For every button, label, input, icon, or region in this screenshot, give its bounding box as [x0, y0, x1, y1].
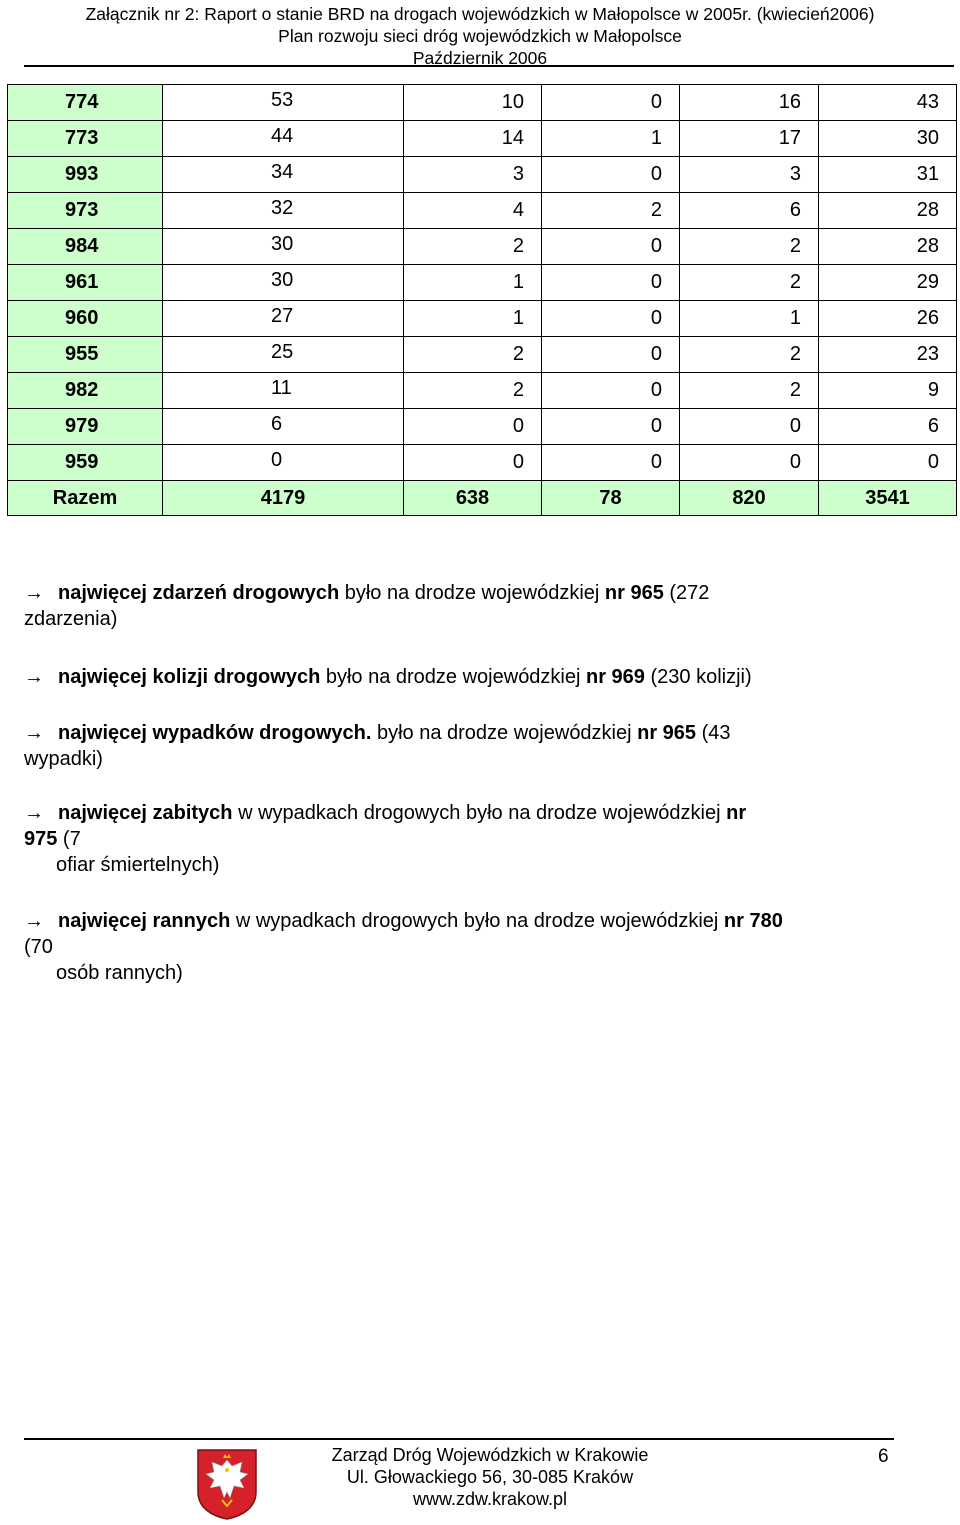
table-body	[8, 85, 957, 516]
value-cell: 0	[680, 409, 819, 445]
value-cell: 29	[819, 265, 957, 301]
bullet-bold: najwięcej rannych	[58, 910, 231, 932]
value-cell: 30	[163, 265, 404, 301]
value-cell: 1	[404, 265, 542, 301]
table-row	[8, 193, 957, 229]
table-row	[8, 337, 957, 373]
bullet-continuation: osób rannych)	[56, 962, 183, 984]
value-cell: 2	[680, 337, 819, 373]
road-number-cell: 982	[8, 373, 163, 409]
arrow-icon: →	[24, 910, 44, 932]
total-value: 638	[404, 481, 542, 516]
arrow-icon: →	[24, 802, 44, 824]
table-row	[8, 157, 957, 193]
bullet-text: było na drodze wojewódzkiej	[371, 722, 638, 744]
arrow-icon: →	[24, 666, 44, 688]
value-cell: 28	[819, 193, 957, 229]
value-cell: 25	[163, 337, 404, 373]
value-cell: 1	[404, 301, 542, 337]
footer-website: www.zdw.krakow.pl	[412, 1489, 568, 1509]
road-number-cell: 961	[8, 265, 163, 301]
value-cell: 0	[680, 445, 819, 481]
page-number: 6	[878, 1446, 889, 1467]
arrow-icon: →	[24, 582, 44, 604]
bullet-count: (272	[663, 582, 710, 604]
table-row	[8, 301, 957, 337]
road-number-cell: 979	[8, 409, 163, 445]
value-cell: 0	[542, 337, 680, 373]
road-statistics-table	[7, 84, 957, 516]
value-cell: 2	[404, 229, 542, 265]
header-divider	[24, 65, 954, 67]
table-row	[8, 265, 957, 301]
header-date: Październik 2006	[412, 48, 548, 68]
value-cell: 0	[542, 301, 680, 337]
value-cell: 30	[819, 121, 957, 157]
value-cell: 31	[819, 157, 957, 193]
bullet-road: nr 780	[723, 910, 783, 932]
road-number-cell: 955	[8, 337, 163, 373]
table-row	[8, 229, 957, 265]
value-cell: 0	[819, 445, 957, 481]
bullet-count: (70	[24, 936, 53, 958]
footer-organization: Zarząd Dróg Wojewódzkich w Krakowie	[331, 1445, 649, 1465]
value-cell: 2	[404, 337, 542, 373]
road-number-cell: 973	[8, 193, 163, 229]
bullet-bold: najwięcej zdarzeń drogowych	[58, 582, 340, 604]
value-cell: 2	[680, 265, 819, 301]
value-cell: 10	[404, 85, 542, 121]
bullet-count: (7	[57, 828, 81, 850]
bullet-count: (230 kolizji)	[644, 666, 752, 688]
total-row	[8, 481, 957, 516]
bullet-road-number: 975	[24, 828, 58, 850]
bullet-most-events	[24, 580, 894, 632]
value-cell: 2	[542, 193, 680, 229]
table-row	[8, 85, 957, 121]
value-cell: 0	[542, 445, 680, 481]
bullet-text: w wypadkach drogowych było na drodze wojewódzkiej	[232, 802, 727, 824]
total-value: 4179	[163, 481, 404, 516]
value-cell: 0	[404, 445, 542, 481]
value-cell: 0	[542, 409, 680, 445]
value-cell: 1	[542, 121, 680, 157]
total-value: 3541	[819, 481, 957, 516]
value-cell: 23	[819, 337, 957, 373]
value-cell: 14	[404, 121, 542, 157]
value-cell: 2	[680, 229, 819, 265]
bullet-road: nr	[726, 802, 747, 824]
arrow-icon: →	[24, 722, 44, 744]
value-cell: 0	[542, 157, 680, 193]
value-cell: 0	[542, 373, 680, 409]
value-cell: 0	[542, 85, 680, 121]
value-cell: 43	[819, 85, 957, 121]
bullet-road: nr 965	[604, 582, 664, 604]
footer-divider	[24, 1438, 894, 1440]
header-subtitle: Plan rozwoju sieci dróg wojewódzkich w Małopolsce	[278, 26, 682, 46]
bullet-text: w wypadkach drogowych było na drodze wojewódzkiej	[230, 910, 724, 932]
value-cell: 27	[163, 301, 404, 337]
total-value: 820	[680, 481, 819, 516]
bullet-road: nr 965	[637, 722, 697, 744]
value-cell: 26	[819, 301, 957, 337]
value-cell: 16	[680, 85, 819, 121]
value-cell: 34	[163, 157, 404, 193]
value-cell: 53	[163, 85, 404, 121]
value-cell: 0	[404, 409, 542, 445]
value-cell: 6	[819, 409, 957, 445]
road-number-cell: 984	[8, 229, 163, 265]
value-cell: 2	[404, 373, 542, 409]
value-cell: 0	[542, 229, 680, 265]
bullet-most-accidents	[24, 720, 894, 772]
road-number-cell: 993	[8, 157, 163, 193]
value-cell: 9	[819, 373, 957, 409]
table-row	[8, 409, 957, 445]
road-number-cell: 774	[8, 85, 163, 121]
value-cell: 44	[163, 121, 404, 157]
bullet-text: było na drodze wojewódzkiej	[339, 582, 605, 604]
value-cell: 3	[680, 157, 819, 193]
table-row	[8, 373, 957, 409]
bullet-bold: najwięcej zabitych	[58, 802, 233, 824]
value-cell: 6	[680, 193, 819, 229]
road-number-cell: 960	[8, 301, 163, 337]
value-cell: 11	[163, 373, 404, 409]
footer-address: Ul. Głowackiego 56, 30-085 Kraków	[346, 1467, 634, 1487]
value-cell: 1	[680, 301, 819, 337]
value-cell: 0	[163, 445, 404, 481]
value-cell: 4	[404, 193, 542, 229]
value-cell: 30	[163, 229, 404, 265]
bullet-most-injured	[24, 908, 894, 986]
bullet-count: (43	[696, 722, 731, 744]
total-label: Razem	[8, 481, 163, 516]
value-cell: 2	[680, 373, 819, 409]
bullet-bold: najwięcej kolizji drogowych	[58, 666, 321, 688]
bullet-road: nr 969	[586, 666, 645, 688]
value-cell: 3	[404, 157, 542, 193]
total-value: 78	[542, 481, 680, 516]
road-number-cell: 959	[8, 445, 163, 481]
document-header	[0, 0, 960, 69]
table-row	[8, 121, 957, 157]
value-cell: 6	[163, 409, 404, 445]
road-number-cell: 773	[8, 121, 163, 157]
bullet-most-fatalities	[24, 800, 894, 878]
bullet-most-collisions	[24, 664, 894, 690]
bullet-bold: najwięcej wypadków drogowych.	[58, 722, 372, 744]
table-row	[8, 445, 957, 481]
value-cell: 28	[819, 229, 957, 265]
value-cell: 17	[680, 121, 819, 157]
bullet-text: było na drodze wojewódzkiej	[320, 666, 586, 688]
bullet-continuation: zdarzenia)	[24, 608, 118, 630]
document-footer	[240, 1444, 740, 1510]
value-cell: 32	[163, 193, 404, 229]
header-title: Załącznik nr 2: Raport o stanie BRD na drogach wojewódzkich w Małopolsce w 2005r. (kwiecień2006)	[85, 4, 875, 24]
bullet-continuation: wypadki)	[24, 748, 103, 770]
value-cell: 0	[542, 265, 680, 301]
bullet-continuation: ofiar śmiertelnych)	[56, 854, 220, 876]
